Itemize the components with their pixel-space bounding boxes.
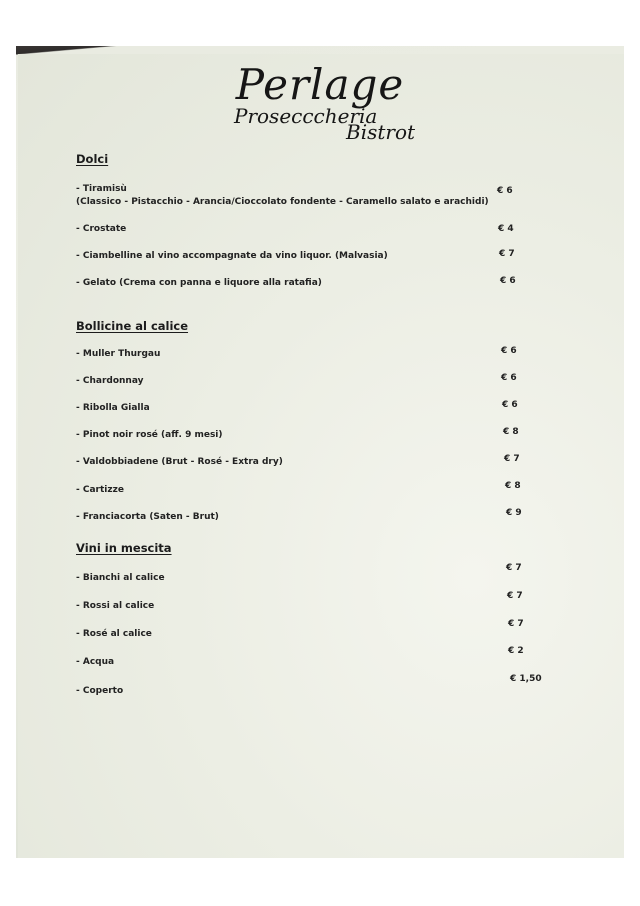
item-detail: (Classico - Pistacchio - Arancia/Cioccolato fondente - Caramello salato e arachidi) <box>76 197 489 207</box>
menu-item: - Gelato (Crema con panna e liquore alla ratafia) <box>76 278 322 288</box>
menu-item: - Ribolla Gialla <box>76 403 150 413</box>
item-price: € 6 <box>501 373 517 383</box>
menu-item: - Cartizze <box>76 485 124 495</box>
menu-item: - Franciacorta (Saten - Brut) <box>76 512 219 522</box>
menu-item <box>76 184 489 207</box>
menu-item: - Valdobbiadene (Brut - Rosé - Extra dry) <box>76 457 283 467</box>
item-price: € 7 <box>504 454 520 464</box>
item-price: € 6 <box>497 186 513 196</box>
logo-title: Perlage <box>235 60 405 109</box>
item-price: € 6 <box>500 276 516 286</box>
menu-paper <box>18 54 624 858</box>
menu-item: - Rosé al calice <box>76 629 152 639</box>
item-price: € 4 <box>498 224 514 234</box>
section-heading-vini: Vini in mescita <box>76 541 172 555</box>
menu-item: - Pinot noir rosé (aff. 9 mesi) <box>76 430 223 440</box>
menu-item: - Chardonnay <box>76 376 144 386</box>
menu-item: - Coperto <box>76 686 124 696</box>
menu-item: - Ciambelline al vino accompagnate da vino liquor. (Malvasia) <box>76 251 388 261</box>
logo-subtitle-bistrot: Bistrot <box>346 120 416 144</box>
item-price: € 1,50 <box>510 674 542 684</box>
logo-subtitle-prosecccheria: Prosecccheria <box>234 104 378 128</box>
item-price: € 8 <box>503 427 519 437</box>
menu-photo <box>16 46 624 858</box>
item-price: € 7 <box>508 619 524 629</box>
section-heading-dolci: Dolci <box>76 152 109 166</box>
menu-item: - Crostate <box>76 224 127 234</box>
menu-item: - Acqua <box>76 657 115 667</box>
section-heading-bollicine: Bollicine al calice <box>76 319 189 333</box>
item-name: - Tiramisù <box>76 184 127 194</box>
item-price: € 7 <box>506 563 522 573</box>
item-price: € 7 <box>507 591 523 601</box>
menu-item: - Bianchi al calice <box>76 573 165 583</box>
item-price: € 9 <box>506 508 522 518</box>
item-price: € 7 <box>499 249 515 259</box>
menu-item: - Rossi al calice <box>76 601 155 611</box>
item-price: € 8 <box>505 481 521 491</box>
menu-item: - Muller Thurgau <box>76 349 161 359</box>
item-price: € 6 <box>501 346 517 356</box>
item-price: € 2 <box>508 646 524 656</box>
item-price: € 6 <box>502 400 518 410</box>
